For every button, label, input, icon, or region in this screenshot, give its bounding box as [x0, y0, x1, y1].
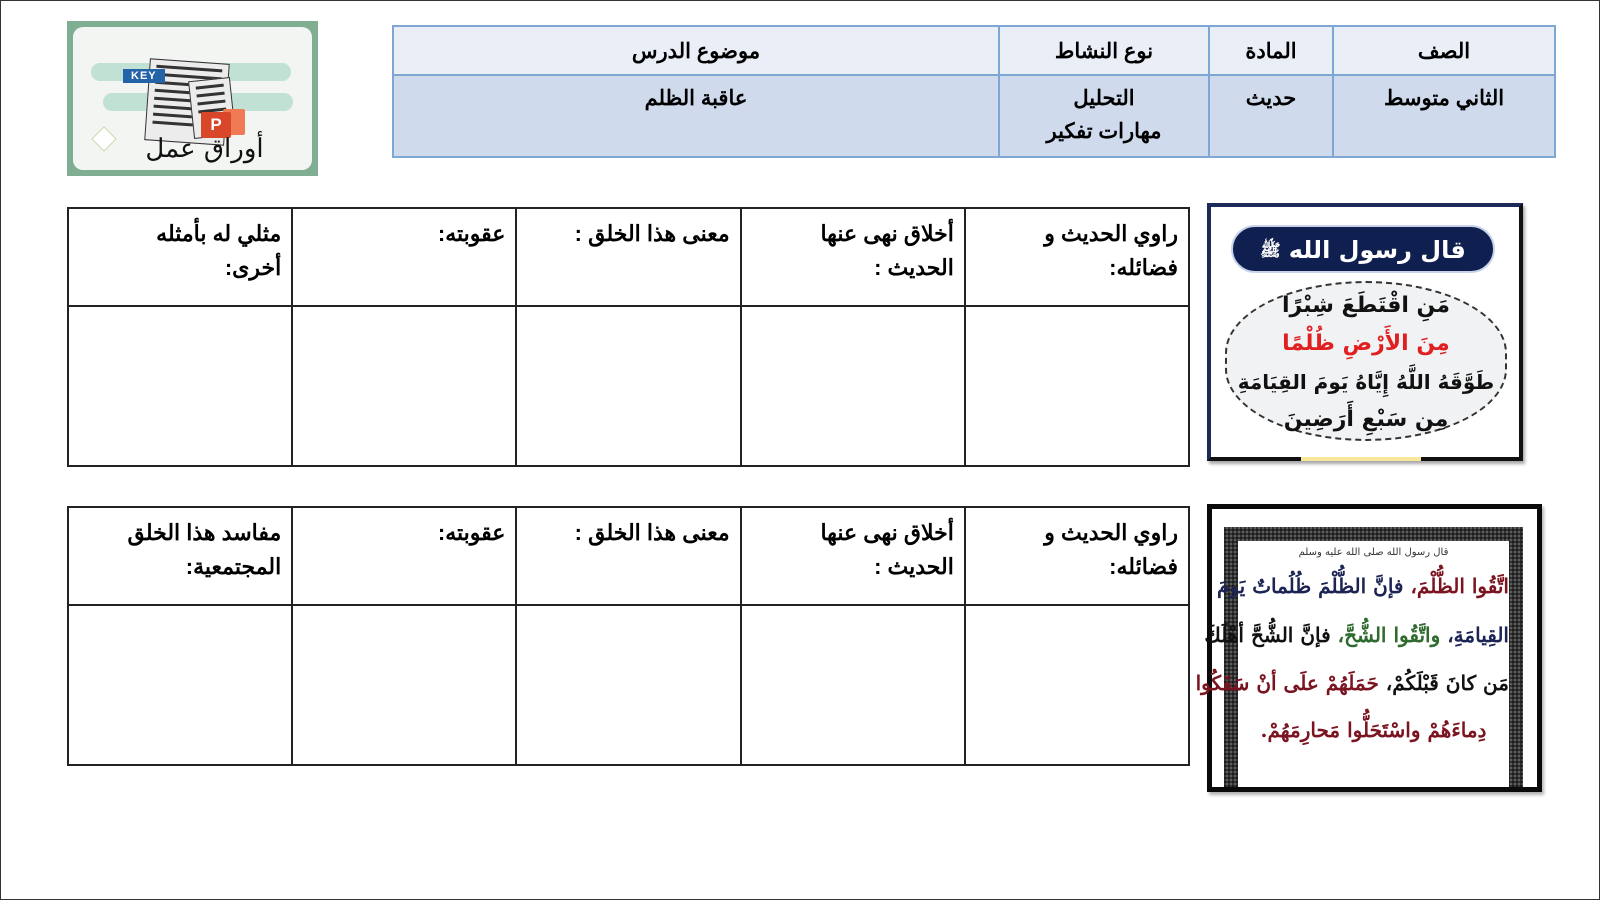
hadith-2-phrase: اتَّقُوا الظُّلْمَ،: [1410, 574, 1509, 598]
hadith-card-1: [1207, 203, 1523, 461]
hadith-2-analysis-table: [67, 506, 1190, 766]
header-line: عقوبته:: [437, 221, 506, 246]
header-line: مفاسد هذا الخلق: [127, 520, 282, 545]
header-grade: الصف: [1333, 26, 1555, 75]
hadith-1-analysis-table: [67, 207, 1190, 467]
header-line: فضائله:: [1109, 554, 1178, 579]
lesson-topic-value: عاقبة الظلم: [393, 75, 999, 157]
hadith-2-line: [1238, 707, 1509, 753]
answer-cell-punishment[interactable]: [292, 605, 516, 765]
activity-type-line2: مهارات تفكير: [1046, 120, 1162, 144]
header-social-harms: [68, 507, 292, 605]
answer-cell-meaning[interactable]: [516, 605, 740, 765]
hadith-2-line: [1216, 561, 1509, 611]
hadith-2-phrase: حَمَلَهُمْ علَى أنْ سَفَكُوا: [1195, 671, 1379, 695]
answer-row: [68, 306, 1189, 466]
header-meaning: [516, 507, 740, 605]
header-punishment: [292, 208, 516, 306]
answer-cell-examples[interactable]: [68, 306, 292, 466]
hadith-2-line: [1195, 659, 1509, 707]
answer-cell-narrator[interactable]: [965, 605, 1189, 765]
answer-cell-narrator[interactable]: [965, 306, 1189, 466]
hadith-2-phrase: واتَّقُوا الشُّحَّ،: [1337, 623, 1441, 647]
header-subject: المادة: [1209, 26, 1333, 75]
header-line: معنى هذا الخلق :: [574, 221, 730, 246]
lesson-info-table: [392, 25, 1556, 158]
header-line: راوي الحديث و: [1044, 221, 1178, 246]
hadith-2-phrase: فإنَّ الشُّحَّ أهْلَكَ: [1204, 623, 1331, 647]
grade-value: الثاني متوسط: [1333, 75, 1555, 157]
hadith-2-phrase: فإنَّ الظُّلْمَ ظُلُماتٌ يَومَ: [1216, 574, 1404, 598]
hadith-2-phrase: دِماءَهُمْ واسْتَحَلُّوا مَحارِمَهُمْ.: [1260, 718, 1487, 742]
hadith-1-text: [1225, 281, 1507, 441]
answer-cell-meaning[interactable]: [516, 306, 740, 466]
header-narrator: [965, 208, 1189, 306]
answer-cell-prohibited-morals[interactable]: [741, 605, 965, 765]
subject-value: حديث: [1209, 75, 1333, 157]
worksheets-logo: [67, 21, 318, 176]
header-lesson-topic: موضوع الدرس: [393, 26, 999, 75]
header-line: فضائله:: [1109, 255, 1178, 280]
hadith-2-intro: قال رسول الله صلى الله عليه وسلم: [1298, 547, 1449, 558]
hadith-1-header: [1231, 225, 1495, 273]
activity-type-line1: التحليل: [1073, 87, 1135, 111]
answer-cell-prohibited-morals[interactable]: [741, 306, 965, 466]
header-punishment: [292, 507, 516, 605]
header-line: معنى هذا الخلق :: [574, 520, 730, 545]
decorative-strip: [1301, 457, 1421, 461]
header-prohibited-morals: [741, 208, 965, 306]
diamond-icon: [91, 126, 116, 151]
header-line: أخرى:: [224, 255, 282, 280]
powerpoint-icon: P: [201, 112, 231, 138]
header-meaning: [516, 208, 740, 306]
hadith-2-phrase: مَن كانَ قَبْلَكُمْ،: [1385, 671, 1509, 695]
header-narrator: [965, 507, 1189, 605]
info-header-row: [393, 26, 1555, 75]
header-line: الحديث :: [874, 554, 954, 579]
hadith-1-line-highlight: مِنَ الأَرْضِ ظُلْمًا: [1282, 331, 1450, 356]
hadith-1-header-text: قال رسول الله: [1288, 236, 1466, 264]
header-line: راوي الحديث و: [1044, 520, 1178, 545]
keynote-icon: KEY: [123, 69, 165, 83]
header-line: المجتمعية:: [185, 554, 282, 579]
info-value-row: [393, 75, 1555, 157]
hadith-1-line: طَوَّقَهُ اللَّهُ إِيَّاهُ يَومَ القِيَامَةِ: [1237, 370, 1495, 394]
header-line: عقوبته:: [437, 520, 506, 545]
hadith-1-line: مَنِ اقْتَطَعَ شِبْرًا: [1282, 293, 1450, 318]
hadith-2-line: [1204, 611, 1509, 659]
answer-cell-punishment[interactable]: [292, 306, 516, 466]
logo-title: أوراق عمل: [145, 134, 264, 164]
honorific-icon: ﷺ: [1260, 241, 1281, 261]
activity-type-value: [999, 75, 1209, 157]
header-line: أخلاق نهى عنها: [820, 221, 954, 246]
answer-cell-social-harms[interactable]: [68, 605, 292, 765]
hadith-1-line: مِن سَبْعِ أَرَضِينَ: [1283, 407, 1449, 432]
header-activity-type: نوع النشاط: [999, 26, 1209, 75]
header-line: مثلي له بأمثله: [156, 221, 282, 246]
checkered-frame: [1195, 527, 1523, 787]
header-line: أخلاق نهى عنها: [820, 520, 954, 545]
analysis-header-row: [68, 208, 1189, 306]
hadith-2-text: [1195, 541, 1509, 787]
header-prohibited-morals: [741, 507, 965, 605]
answer-row: [68, 605, 1189, 765]
hadith-card-2: [1195, 504, 1542, 792]
header-examples: [68, 208, 292, 306]
hadith-2-phrase: القِيامَةِ،: [1447, 623, 1509, 647]
header-line: الحديث :: [874, 255, 954, 280]
analysis-header-row: [68, 507, 1189, 605]
